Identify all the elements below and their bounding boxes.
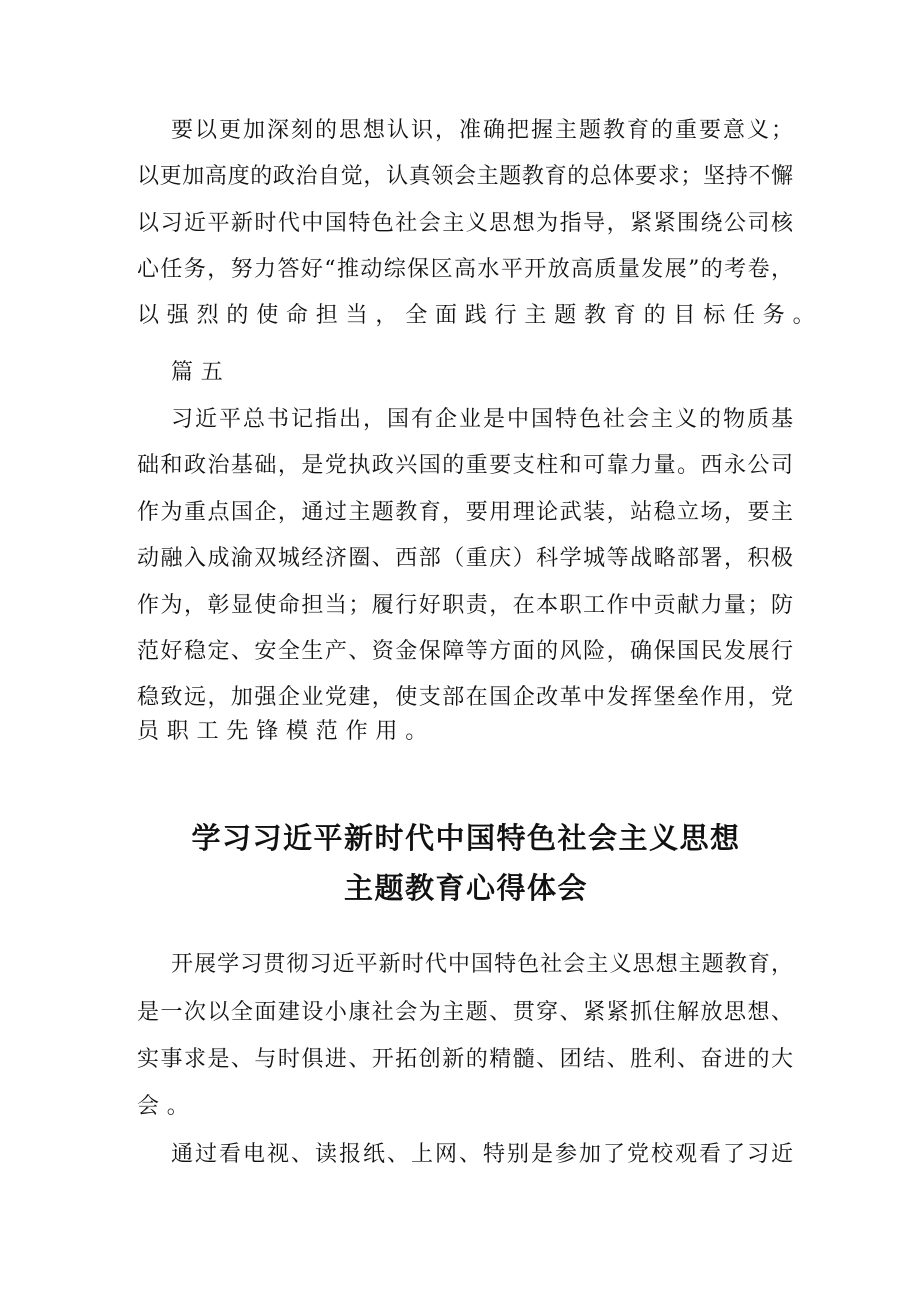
paragraph-line: 范好稳定、安全生产、资金保障等方面的风险，确保国民发展行 xyxy=(137,639,793,664)
paragraph-line: 以更加高度的政治自觉，认真领会主题教育的总体要求；坚持不懈 xyxy=(137,164,793,189)
paragraph-line: 动融入成渝双城经济圈、西部（重庆）科学城等战略部署，积极 xyxy=(137,546,793,571)
paragraph-line: 以习近平新时代中国特色社会主义思想为指导，紧紧围绕公司核 xyxy=(137,211,793,236)
paragraph-line: 稳致远，加强企业党建，使支部在国企改革中发挥堡垒作用，党 xyxy=(137,685,793,710)
paragraph-line: 心任务，努力答好“推动综保区高水平开放高质量发展”的考卷， xyxy=(137,257,793,282)
paragraph-line: 会。 xyxy=(137,1094,197,1119)
paragraph-line: 作为，彰显使命担当；履行好职责，在本职工作中贡献力量；防 xyxy=(137,593,793,618)
paragraph-line: 习近平总书记指出，国有企业是中国特色社会主义的物质基 xyxy=(171,407,793,432)
paragraph-line: 要以更加深刻的思想认识，准确把握主题教育的重要意义； xyxy=(171,118,793,143)
paragraph-line: 通过看电视、读报纸、上网、特别是参加了党校观看了习近 xyxy=(171,1142,793,1167)
paragraph-line: 作为重点国企，通过主题教育，要用理论武装，站稳立场，要主 xyxy=(137,500,793,525)
paragraph-line: 开展学习贯彻习近平新时代中国特色社会主义思想主题教育， xyxy=(171,952,793,977)
paragraph-line: 是一次以全面建设小康社会为主题、贯穿、紧紧抓住解放思想、 xyxy=(137,1000,793,1025)
paragraph-line: 员职工先锋模范作用。 xyxy=(137,719,436,744)
paragraph-line: 实事求是、与时俱进、开拓创新的精髓、团结、胜利、奋进的大 xyxy=(137,1047,793,1072)
paragraph-line: 础和政治基础，是党执政兴国的重要支柱和可靠力量。西永公司 xyxy=(137,453,793,478)
article-title: 学习习近平新时代中国特色社会主义思想 xyxy=(191,821,741,855)
article-subtitle: 主题教育心得体会 xyxy=(343,871,588,905)
section-heading: 篇五 xyxy=(171,360,231,385)
paragraph-line: 以强烈的使命担当，全面践行主题教育的目标任务。 xyxy=(137,303,823,328)
